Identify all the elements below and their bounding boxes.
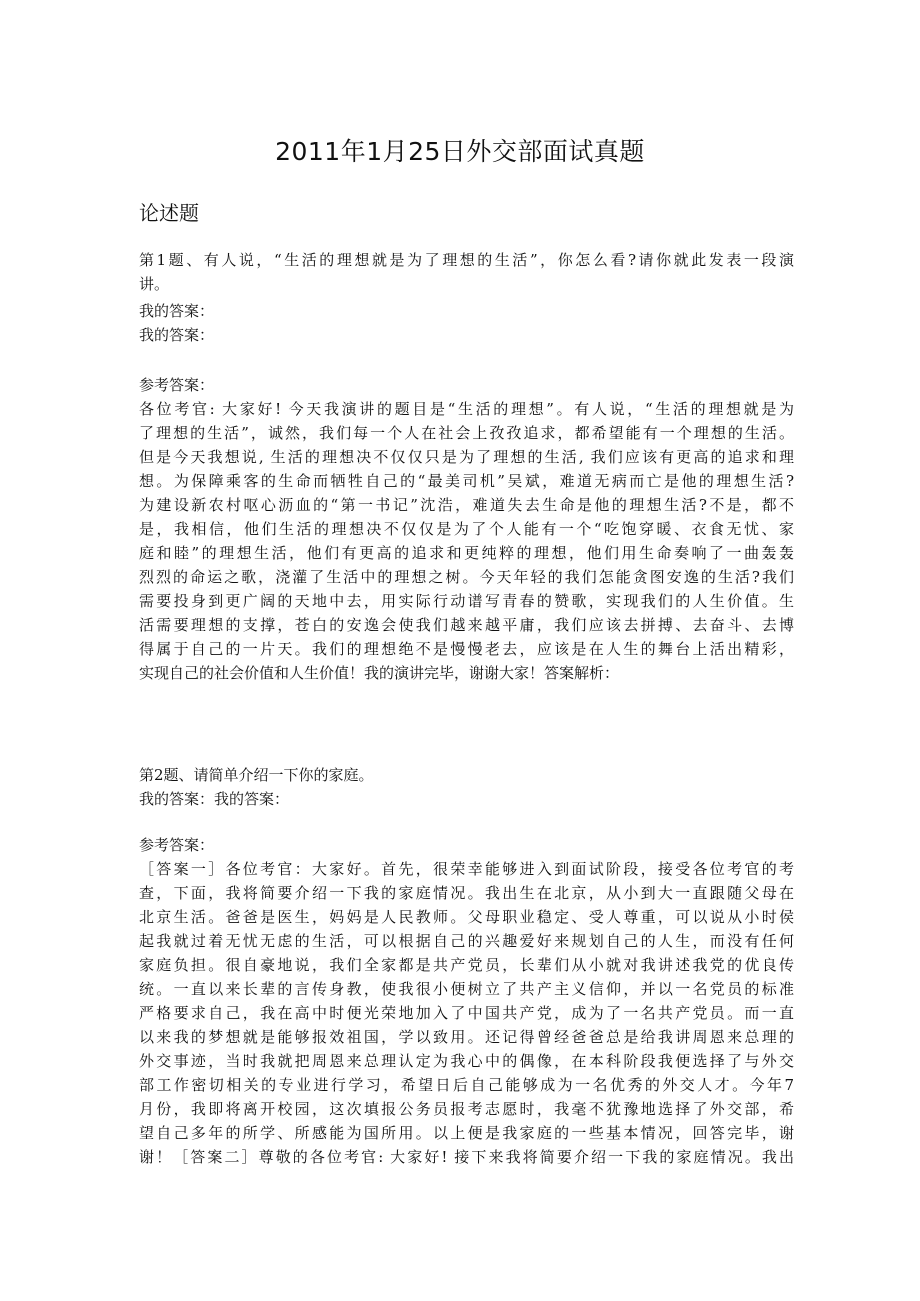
document-title: 2011年1月25日外交部面试真题 xyxy=(275,137,645,166)
my-answer-label: 我的答案： xyxy=(139,302,215,320)
reference-answer-line: 谢！［答案二］尊敬的各位考官: 大家好! 接下来我将简要介绍一下我的家庭情况。我出 xyxy=(139,1148,794,1166)
question-1-prompt-line: 第1题、有人说，“生活的理想就是为了理想的生活”，你怎么看?请你就此发表一段演 xyxy=(139,251,794,269)
reference-answer-line: 月份，我即将离开校园，这次填报公务员报考志愿时，我毫不犹豫地选择了外交部，希 xyxy=(139,1100,794,1118)
question-1-reference-answer xyxy=(139,397,794,685)
reference-answer-line: 北京生活。爸爸是医生，妈妈是人民教师。父母职业稳定、受人尊重，可以说从小时侯 xyxy=(139,908,794,926)
section-heading: 论述题 xyxy=(139,201,199,225)
reference-answer-line: 查，下面，我将简要介绍一下我的家庭情况。我出生在北京，从小到大一直跟随父母在 xyxy=(139,884,794,902)
reference-answer-line: 外交事迹，当时我就把周恩来总理认定为我心中的偶像，在本科阶段我便选择了与外交 xyxy=(139,1052,794,1070)
reference-answer-line: 需要投身到更广阔的天地中去，用实际行动谱写青春的赞歌，实现我们的人生价值。生 xyxy=(139,592,794,610)
reference-answer-line: 各位考官: 大家好! 今天我演讲的题目是“生活的理想”。有人说，“生活的理想就是为 xyxy=(139,400,794,418)
reference-answer-line: 统。一直以来长辈的言传身教，使我很小便树立了共产主义信仰，并以一名党员的标准 xyxy=(139,980,794,998)
reference-answer-line: 活需要理想的支撑，苍白的安逸会使我们越来越平庸，我们应该去拼搏、去奋斗、去博 xyxy=(139,616,794,634)
question-1-reference-label xyxy=(139,373,794,397)
reference-answer-label: 参考答案： xyxy=(139,836,215,854)
reference-answer-line: 了理想的生活”，诚然，我们每一个人在社会上孜孜追求，都希望能有一个理想的生活。 xyxy=(139,424,794,442)
reference-answer-line: 是，我相信，他们生活的理想决不仅仅是为了个人能有一个“吃饱穿暖、衣食无忧、家 xyxy=(139,520,794,538)
reference-answer-line: 但是今天我想说, 生活的理想决不仅仅只是为了理想的生活, 我们应该有更高的追求和理 xyxy=(139,448,794,466)
reference-answer-line: ［答案一］各位考官：大家好。首先，很荣幸能够进入到面试阶段，接受各位考官的考 xyxy=(139,860,794,878)
reference-answer-line: 实现自己的社会价值和人生价值！我的演讲完毕，谢谢大家！答案解析： xyxy=(139,664,620,682)
reference-answer-line: 起我就过着无忧无虑的生活，可以根据自己的兴趣爱好来规划自己的人生，而没有任何 xyxy=(139,932,794,950)
question-1-my-answer xyxy=(139,299,794,347)
reference-answer-line: 望自己多年的所学、所感能为国所用。以上便是我家庭的一些基本情况，回答完毕，谢 xyxy=(139,1124,794,1142)
reference-answer-label: 参考答案： xyxy=(139,376,215,394)
question-2-prompt-line: 第2题、请简单介绍一下你的家庭。 xyxy=(139,766,374,784)
my-answer-label: 我的答案：我的答案： xyxy=(139,790,290,808)
reference-answer-line: 以来我的梦想就是能够报效祖国，学以致用。还记得曾经爸爸总是给我讲周恩来总理的 xyxy=(139,1028,794,1046)
reference-answer-line: 为建设新农村呕心沥血的“第一书记”沈浩，难道失去生命是他的理想生活?不是，都不 xyxy=(139,496,794,514)
question-2-reference-label xyxy=(139,833,794,857)
reference-answer-line: 想。为保障乘客的生命而牺牲自己的“最美司机”吴斌，难道无病而亡是他的理想生活? xyxy=(139,472,794,490)
reference-answer-line: 得属于自己的一片天。我们的理想绝不是慢慢老去，应该是在人生的舞台上活出精彩， xyxy=(139,640,794,658)
my-answer-label: 我的答案： xyxy=(139,326,215,344)
reference-answer-line: 严格要求自己，我在高中时便光荣地加入了中国共产党，成为了一名共产党员。而一直 xyxy=(139,1004,794,1022)
reference-answer-line: 庭和睦”的理想生活，他们有更高的追求和更纯粹的理想，他们用生命奏响了一曲轰轰 xyxy=(139,544,794,562)
question-1-prompt xyxy=(139,248,794,296)
reference-answer-line: 部工作密切相关的专业进行学习，希望日后自己能够成为一名优秀的外交人才。今年7 xyxy=(139,1076,794,1094)
reference-answer-line: 烈烈的命运之歌，浇灌了生活中的理想之树。今天年轻的我们怎能贪图安逸的生活?我们 xyxy=(139,568,794,586)
reference-answer-line: 家庭负担。很自豪地说，我们全家都是共产党员，长辈们从小就对我讲述我党的优良传 xyxy=(139,956,794,974)
question-2-reference-answer xyxy=(139,857,794,1169)
question-1-prompt-line: 讲。 xyxy=(139,275,170,293)
question-2-prompt xyxy=(139,763,794,811)
